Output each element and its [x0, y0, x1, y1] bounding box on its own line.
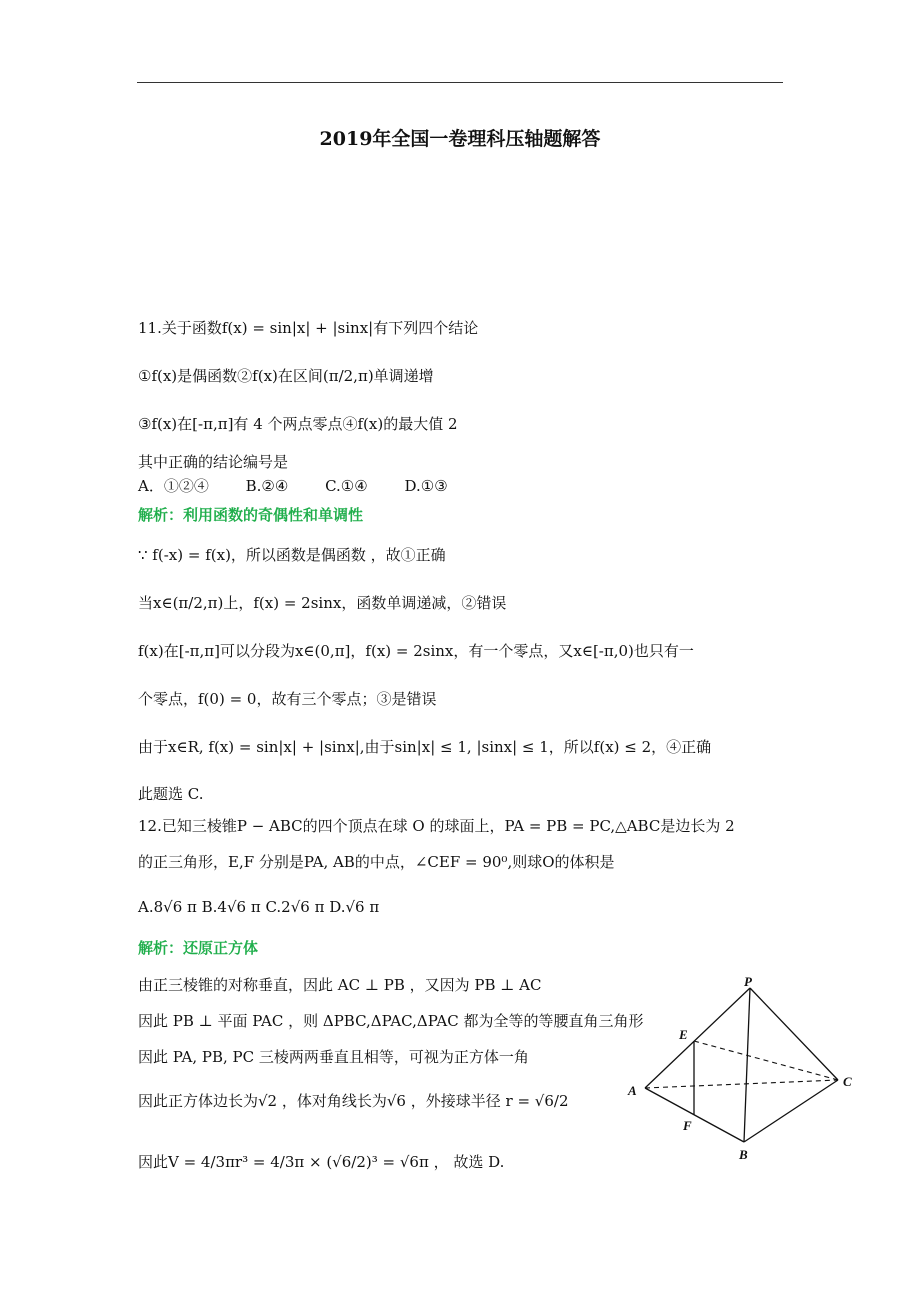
q12-analysis-line: 因此正方体边长为√2 ，体对角线长为√6 ，外接球半径 r = √6/2: [138, 1092, 569, 1110]
q12-analysis-title: 解析：还原正方体: [138, 939, 259, 957]
q11-conclusion: 此题选 C.: [138, 785, 204, 803]
label-c: C: [843, 1074, 852, 1089]
q11-analysis-line: 个零点，f(0) = 0，故有三个零点；③是错误: [138, 690, 437, 708]
q11-analysis-title: 解析：利用函数的奇偶性和单调性: [138, 506, 364, 524]
q12-analysis-line: 因此 PA, PB, PC 三棱两两垂直且相等，可视为正方体一角: [138, 1048, 529, 1066]
pyramid-diagram: [615, 970, 865, 1170]
label-e: E: [679, 1027, 688, 1042]
label-a: A: [628, 1083, 637, 1098]
q11-options: [138, 476, 480, 496]
q11-stem: 11.关于函数f(x) = sin|x| + |sinx|有下列四个结论: [138, 319, 479, 337]
label-b: B: [739, 1147, 748, 1162]
q11-question: 其中正确的结论编号是: [138, 453, 289, 471]
q11-analysis-line: 由于x∈R, f(x) = sin|x| + |sinx|,由于sin|x| ≤ 1, |sinx| ≤ 1，所以f(x) ≤ 2，④正确: [138, 738, 712, 756]
q12-analysis-line: 由正三棱锥的对称垂直，因此 AC ⊥ PB ，又因为 PB ⊥ AC: [138, 976, 542, 994]
q12-stem-1: 12.已知三棱锥P − ABC的四个顶点在球 O 的球面上，PA = PB = PC,△ABC是边长为 2: [138, 817, 735, 835]
edge-pa: [645, 988, 750, 1088]
edge-pc: [750, 988, 838, 1080]
q11-analysis-line: f(x)在[-π,π]可以分段为x∈(0,π]，f(x) = 2sinx，有一个零点，又x∈[-π,0)也只有一: [138, 642, 694, 660]
q12-analysis-line: 因此V = 4/3πr³ = 4/3π × (√6/2)³ = √6π ， 故选 D.: [138, 1153, 505, 1171]
header-rule: [137, 82, 783, 83]
q11-statement-1: ①f(x)是偶函数②f(x)在区间(π/2,π)单调递增: [138, 367, 434, 385]
q11-statement-2: ③f(x)在[-π,π]有 4 个两点零点④f(x)的最大值 2: [138, 415, 458, 433]
q12-analysis-line: 因此 PB ⊥ 平面 PAC ，则 ΔPBC,ΔPAC,ΔPAC 都为全等的等腰直角三角形: [138, 1012, 644, 1030]
segment-ec-hidden: [694, 1041, 838, 1080]
edge-ac-hidden: [645, 1080, 838, 1088]
q11-option-b: B.②④: [245, 477, 289, 495]
page-title: 2019年全国一卷理科压轴题解答: [319, 128, 601, 150]
q11-analysis-line: ∵ f(-x) = f(x)，所以函数是偶函数 ，故①正确: [138, 546, 446, 564]
label-f: F: [683, 1118, 692, 1133]
q11-analysis-line: 当x∈(π/2,π)上，f(x) = 2sinx，函数单调递减，②错误: [138, 594, 507, 612]
q12-options: A.8√6 π B.4√6 π C.2√6 π D.√6 π: [138, 898, 380, 916]
q12-stem-2: 的正三角形，E,F 分别是PA, AB的中点，∠CEF = 90⁰,则球O的体积是: [138, 853, 615, 871]
q11-option-a: A．①②④: [138, 477, 209, 495]
q11-option-c: C.①④: [325, 477, 368, 495]
edge-pb: [744, 988, 750, 1142]
q11-option-d: D.①③: [404, 477, 448, 495]
edge-bc: [744, 1080, 838, 1142]
label-p: P: [744, 974, 752, 989]
